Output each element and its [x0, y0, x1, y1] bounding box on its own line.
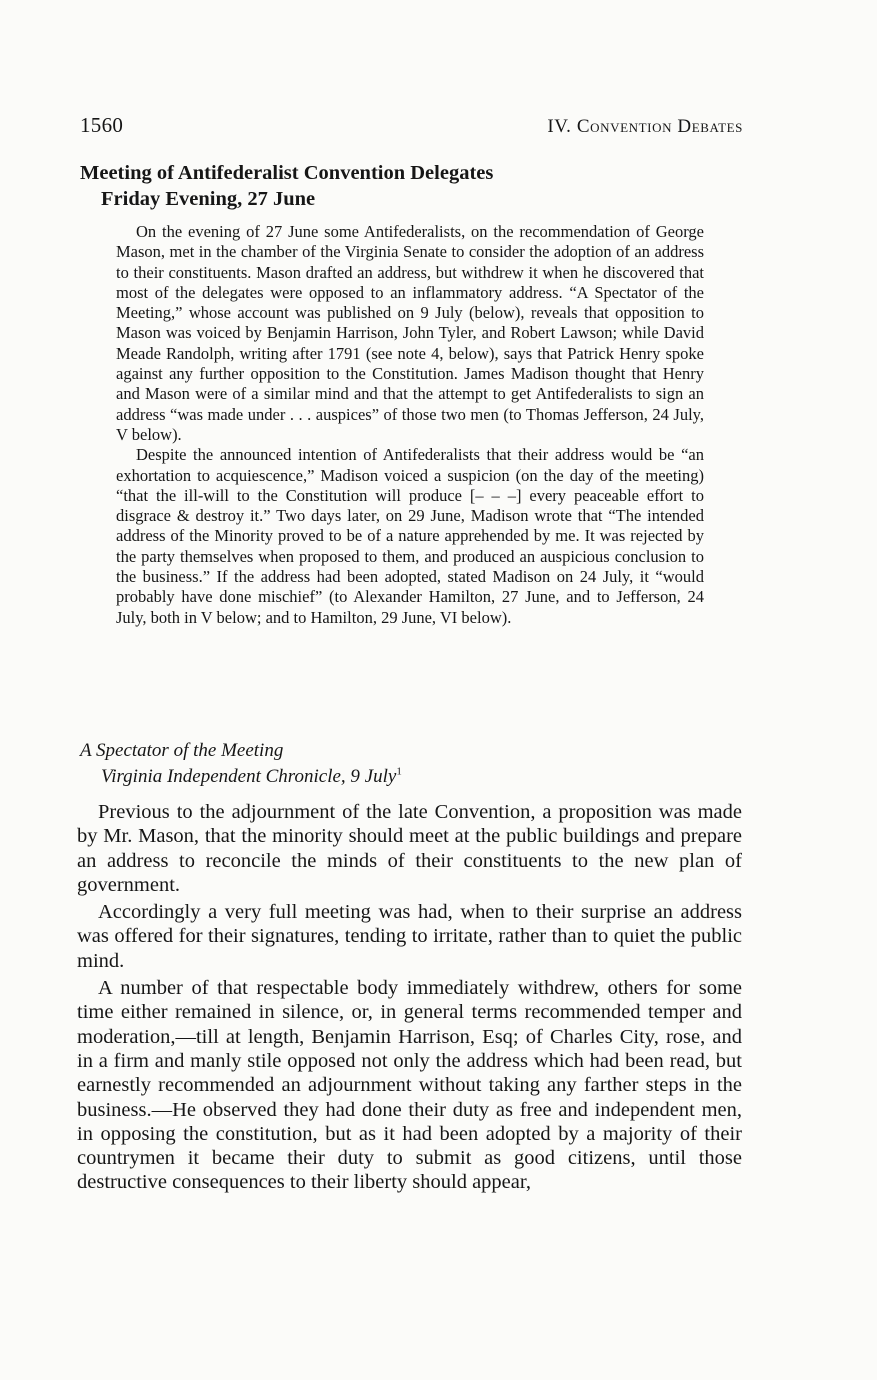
footnote-marker[interactable]: 1 — [396, 765, 402, 778]
intro-paragraph: On the evening of 27 June some Antifederalists, on the recommendation of George Mason, met in the chamber of the Virginia Senate to consider the adoption of an address to their constituents. Mason drafted an address, but withdrew it when he discovered that most of the delegates were opposed to an inflammatory address. “A Spectator of the Meeting,” whose account was published on 9 July (below), reveals that opposition to Mason was voiced by Benjamin Harrison, John Tyler, and Robert Lawson; while David Meade Randolph, writing after 1791 (see note 4, below), says that Patrick Henry spoke against any further opposition to the Constitution. James Madison thought that Henry and Mason were of a similar mind and that the attempt to get Antifederalists to sign an address “was made under . . . auspices” of those two men (to Thomas Jefferson, 24 July, V below). — [116, 222, 704, 444]
body-paragraph: Accordingly a very full meeting was had, when to their surprise an address was offered for their signatures, tending to irritate, rather than to quiet the public mind. — [77, 901, 742, 972]
body-paragraph: A number of that respectable body immediately withdrew, others for some time either remained in silence, or, in general terms recommended temper and moderation,—till at length, Benjamin Harrison, Esq; of Charles City, rose, and in a firm and manly stile opposed not only the address which had been read, but earnestly recommended an adjournment without taking any farther steps in the business.—He observed they had done their duty as free and independent men, in opposing the constitution, but as it had been adopted by a majority of their countrymen it became their duty to submit as good citizens, until those destructive consequences to their liberty should appear, — [77, 977, 742, 1194]
editorial-introduction — [116, 222, 704, 628]
document-source — [101, 764, 740, 790]
title-date: Friday Evening, 27 June — [101, 188, 316, 210]
page-number: 1560 — [80, 113, 124, 137]
document-author: A Spectator of the Meeting — [80, 740, 284, 761]
body-paragraph: Previous to the adjournment of the late Convention, a proposition was made by Mr. Mason, that the minority should meet at the public buildings and prepare an address to reconcile the minds of their constituents to the new plan of government. — [77, 801, 742, 896]
document-body — [77, 800, 742, 1198]
document-heading — [80, 738, 740, 790]
section-title: IV. Convention Debates — [547, 116, 743, 137]
article-title — [80, 160, 740, 212]
running-header — [80, 113, 743, 138]
document-source-text: Virginia Independent Chronicle, 9 July — [101, 766, 397, 787]
title-main: Meeting of Antifederalist Convention Delegates — [80, 162, 494, 184]
intro-paragraph: Despite the announced intention of Antifederalists that their address would be “an exhortation to acquiescence,” Madison voiced a suspicion (on the day of the meeting) “that the ill-will to the Constitution will produce [– – –] every peaceable effort to disgrace & destroy it.” Two days later, on 29 June, Madison wrote that “The intended address of the Minority proved to be of a nature apprehended by me. It was rejected by the party themselves when proposed to them, and produced an auspicious conclusion to the business.” If the address had been adopted, stated Madison on 24 July, it “would probably have done mischief” (to Alexander Hamilton, 27 June, and to Jefferson, 24 July, both in V below; and to Hamilton, 29 June, VI below). — [116, 445, 704, 627]
